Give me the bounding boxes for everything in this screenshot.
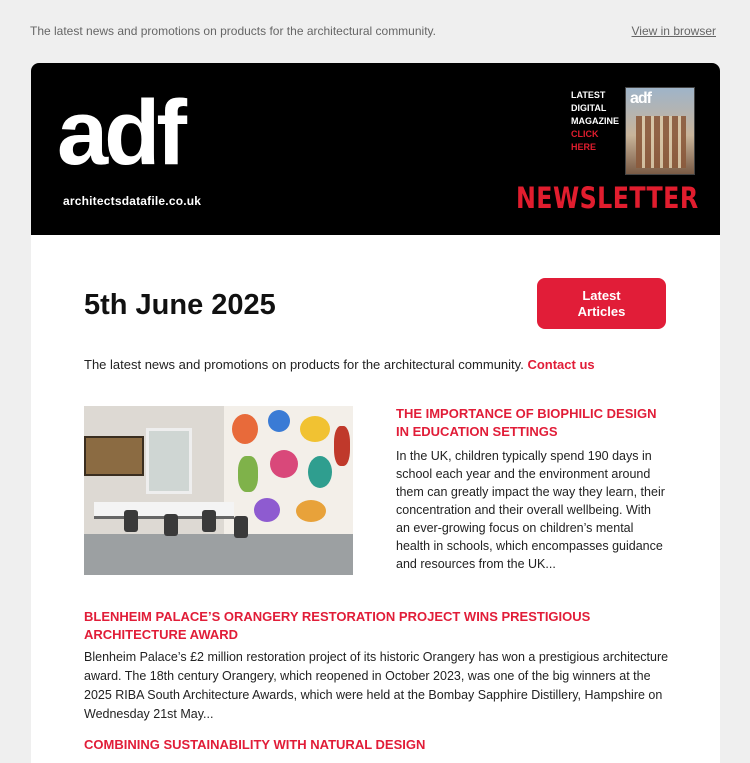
article-body-blenheim: Blenheim Palace’s £2 million restoration project of its historic Orangery has won a prestigious architecture award. The 18th century Orangery, which reopened in October 2023, was one of the big winners at the 2025 RIBA South Architecture Awards, which were held at the Bombay Sapphire Distillery, Hampshire on Wednesday 21st May... <box>84 650 669 721</box>
image-noticeboard <box>84 436 144 476</box>
latest-articles-label: Latest Articles <box>577 287 626 319</box>
intro-text <box>84 357 595 372</box>
preheader-tagline: The latest news and promotions on products for the architectural community. <box>30 24 436 38</box>
view-in-browser-link[interactable]: View in browser <box>631 24 716 38</box>
newsletter-label: NEWSLETTER <box>516 181 699 215</box>
promo-line-latest: LATEST <box>571 90 606 100</box>
logo-url[interactable]: architectsdatafile.co.uk <box>63 194 202 208</box>
magazine-cover-image[interactable] <box>625 87 695 175</box>
digital-magazine-promo[interactable] <box>571 87 695 179</box>
article-title-biophilic[interactable]: THE IMPORTANCE OF BIOPHILIC DESIGN IN EDUCATION SETTINGS <box>396 406 657 439</box>
issue-date: 5th June 2025 <box>84 289 276 321</box>
image-window <box>146 428 192 494</box>
article-title-blenheim[interactable]: BLENHEIM PALACE’S ORANGERY RESTORATION PROJECT WINS PRESTIGIOUS ARCHITECTURE AWARD <box>84 609 591 642</box>
classroom-article-image[interactable] <box>84 406 353 575</box>
magazine-promo-text <box>571 89 623 154</box>
promo-line-digital: DIGITAL <box>571 103 607 113</box>
promo-line-magazine: MAGAZINE <box>571 116 619 126</box>
cover-logo: adf <box>630 90 651 107</box>
intro-sentence: The latest news and promotions on products for the architectural community. <box>84 357 524 372</box>
contact-us-link[interactable]: Contact us <box>527 357 595 372</box>
article-body-biophilic: In the UK, children typically spend 190 days in school each year and the environment around them can greatly impact the way they learn, their concentration and their overall wellbeing. With an ever-growing focus on children’s mental health in schools, which encompasses guidance and resources from the UK... <box>396 449 665 571</box>
latest-articles-button[interactable] <box>537 278 666 329</box>
newsletter-card <box>31 63 720 763</box>
masthead <box>31 63 720 235</box>
preheader <box>30 24 718 40</box>
adf-logo[interactable]: adf <box>57 82 183 184</box>
article-title-sustainability[interactable]: COMBINING SUSTAINABILITY WITH NATURAL DESIGN <box>84 737 426 752</box>
image-floor <box>84 534 353 575</box>
promo-click-here[interactable]: CLICK HERE <box>571 129 599 152</box>
cover-building-image <box>636 116 686 168</box>
